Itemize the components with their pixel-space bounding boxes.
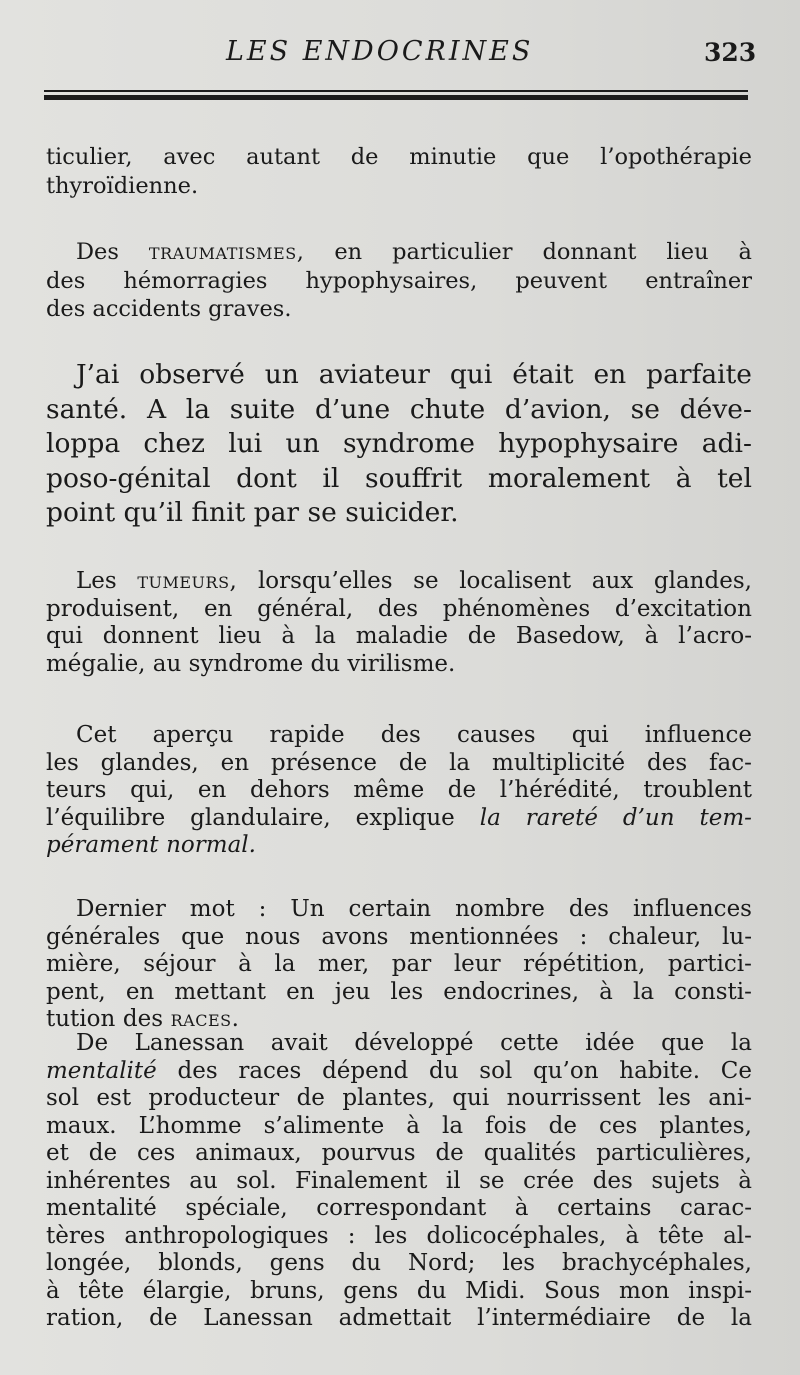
text-line (46, 238, 752, 267)
word: rapide (269, 722, 345, 748)
word: : (258, 896, 267, 922)
word: en (286, 978, 315, 1005)
word: mière, (46, 951, 121, 977)
text-line (46, 358, 752, 393)
line-text: point qu’il finit par se suicider. (46, 497, 459, 528)
word: même (353, 777, 425, 803)
word: nous (245, 923, 301, 950)
text-line (46, 805, 752, 833)
word: d’excitation (614, 595, 752, 622)
word: de (149, 1305, 178, 1331)
word: glandes, (653, 568, 752, 594)
word: générales (46, 923, 161, 950)
text-line (46, 1058, 752, 1086)
word: qui (571, 722, 609, 748)
word: la (274, 951, 296, 977)
text-line (46, 1030, 752, 1058)
text-line (46, 1140, 752, 1168)
word: teurs (46, 777, 107, 803)
word: cette (500, 1030, 559, 1056)
word: lu- (722, 923, 752, 950)
word: Cet (76, 722, 117, 748)
word: élargie, (142, 1277, 232, 1304)
text-line (46, 295, 752, 324)
word: les (46, 749, 79, 776)
word: avait (270, 1030, 328, 1056)
word: explique (355, 804, 455, 831)
word: consti- (674, 978, 752, 1005)
word: aperçu (152, 722, 234, 748)
word: des (380, 722, 421, 748)
word: du (429, 1057, 459, 1084)
header-rule-thick (44, 95, 748, 100)
word: pérament (46, 832, 159, 858)
text-line (46, 651, 752, 679)
word: l’acro- (678, 623, 752, 649)
word: du (416, 1277, 447, 1304)
word: plantes, (659, 1112, 752, 1139)
text-line (46, 393, 752, 428)
word: mer, (318, 951, 370, 977)
word: et (46, 1140, 69, 1166)
word: général, (257, 595, 354, 622)
header-rule-thin (44, 90, 748, 92)
text-line (46, 143, 752, 172)
text-line (46, 832, 752, 860)
word: races (238, 1057, 302, 1084)
text-line (46, 568, 752, 596)
word: carac- (680, 1195, 752, 1221)
word: de (350, 144, 379, 170)
word: que (181, 923, 225, 950)
word: suite (229, 393, 296, 425)
text-line (46, 924, 752, 952)
word: jeu (334, 978, 371, 1005)
word: de (398, 749, 428, 776)
word: les (374, 1222, 408, 1249)
word: particulier (392, 239, 513, 265)
word: de (296, 1085, 325, 1111)
word: l’équilibre (46, 804, 166, 831)
word: influences (632, 896, 752, 922)
text-line (46, 172, 752, 201)
word: à (738, 1167, 752, 1194)
word: nombre (455, 896, 545, 922)
word: avec (163, 144, 216, 170)
word: du (351, 1250, 382, 1276)
word: influence (644, 722, 752, 748)
word: tution (46, 1006, 116, 1032)
word: à (738, 239, 752, 265)
word: : (579, 923, 588, 950)
word: des (46, 267, 86, 294)
paragraph-aviateur (46, 358, 752, 531)
word: ani- (708, 1085, 752, 1111)
paragraph-continuation (46, 143, 752, 200)
page-number: 323 (704, 38, 757, 67)
word: longée, (46, 1250, 132, 1276)
word: lieu (666, 239, 709, 265)
word: séjour (143, 951, 216, 977)
word: au (189, 1167, 218, 1194)
word: la (479, 804, 501, 831)
word: en (220, 749, 250, 776)
word: adi- (701, 428, 752, 459)
word: de (467, 623, 497, 649)
paragraph-traumatismes (46, 238, 752, 324)
word: glandulaire, (190, 804, 331, 831)
word: mentionnées (409, 923, 559, 950)
text-line (46, 1113, 752, 1141)
running-title: LES ENDOCRINES (226, 36, 534, 67)
word: dolicocéphales, (426, 1222, 607, 1249)
text-line (46, 1168, 752, 1196)
word: anthropologiques (124, 1222, 329, 1249)
word: lieu (218, 623, 262, 649)
text-line (46, 1195, 752, 1223)
page-header (0, 36, 800, 76)
word: tel (717, 462, 752, 494)
word: Dernier (76, 896, 166, 922)
word: de (676, 1305, 706, 1331)
word: De (76, 1030, 109, 1056)
paragraph-apercu (46, 722, 752, 860)
word: mot (189, 896, 235, 922)
word: aviateur (318, 359, 430, 390)
word: parfaite (646, 359, 752, 390)
word: à (281, 623, 296, 649)
word: se (479, 1167, 505, 1194)
word: des (568, 896, 609, 922)
word: à (46, 1277, 60, 1304)
word: avons (321, 923, 389, 950)
word: de (447, 777, 477, 803)
word: en (203, 595, 233, 622)
line-text: thyroïdienne. (46, 172, 199, 199)
word: brachycéphales, (562, 1250, 752, 1276)
word: est (96, 1085, 132, 1111)
text-line (46, 623, 752, 651)
word: certain (348, 896, 432, 922)
word: l’opothérapie (600, 144, 752, 170)
word: à (406, 1112, 420, 1139)
word: particulières, (596, 1140, 752, 1166)
word: à (238, 951, 252, 977)
word: présence (270, 749, 377, 776)
word: la (730, 1030, 752, 1056)
word: sol. (236, 1167, 277, 1194)
word: entraîner (645, 267, 752, 294)
word: inspi- (688, 1277, 752, 1304)
word: aux (591, 568, 634, 594)
word: Midi. (465, 1277, 526, 1304)
word: les (658, 1085, 691, 1111)
word: races. (170, 1006, 240, 1032)
word: chute (409, 393, 486, 425)
text-line (46, 951, 752, 979)
word: tem- (699, 804, 752, 831)
word: Des (76, 239, 119, 265)
word: de (88, 1140, 118, 1166)
word: admettait (338, 1305, 452, 1331)
text-line (46, 896, 752, 924)
word: qui (452, 1085, 490, 1111)
word: lui (228, 428, 263, 459)
word: l’intermédiaire (477, 1305, 651, 1331)
line-text: des accidents graves. (46, 296, 292, 322)
word: ration, (46, 1305, 124, 1331)
word: ticulier, (46, 144, 133, 170)
word: par (391, 951, 432, 977)
word: des (592, 1167, 633, 1194)
word: A (146, 393, 167, 425)
word: animaux, (195, 1140, 302, 1166)
word: répétition, (523, 951, 646, 977)
text-line (46, 1085, 752, 1113)
word: mettant (174, 978, 267, 1005)
text-line (46, 596, 752, 624)
word: habite. (619, 1057, 701, 1084)
paragraph-lanessan (46, 1030, 752, 1333)
word: s’alimente (263, 1112, 385, 1139)
word: L’homme (138, 1112, 242, 1139)
word: tête (658, 1222, 704, 1249)
word: Nord; (407, 1250, 476, 1276)
word: la (449, 749, 471, 776)
word: normal. (166, 832, 256, 858)
word: en (125, 978, 155, 1005)
word: poso-génital (46, 462, 211, 494)
word: il (322, 462, 340, 494)
word: nourrissent (506, 1085, 641, 1111)
word: idée (585, 1030, 635, 1056)
word: Basedow, (515, 623, 625, 649)
word: blonds, (158, 1250, 243, 1276)
word: produisent, (46, 595, 180, 622)
word: sujets (651, 1167, 720, 1194)
word: troublent (643, 777, 752, 803)
word: mon (619, 1277, 670, 1304)
word: pent, (46, 978, 106, 1005)
word: rareté (525, 804, 598, 831)
text-line (46, 462, 752, 497)
word: d’un (622, 804, 675, 831)
word: observé (139, 359, 245, 390)
word: ces (136, 1140, 176, 1166)
word: à (644, 623, 659, 649)
word: la (442, 1112, 464, 1139)
word: déve- (679, 393, 752, 425)
word: à (599, 978, 613, 1005)
word: des (377, 595, 419, 622)
word: la (185, 393, 211, 425)
word: se (413, 568, 439, 594)
word: qu’on (533, 1057, 599, 1084)
word: peuvent (515, 267, 608, 294)
word: glandes, (100, 749, 199, 776)
word: mentalité (46, 1057, 157, 1084)
word: Lanessan (134, 1030, 245, 1056)
word: phénomènes (442, 595, 591, 622)
line-text: mégalie, au syndrome du virilisme. (46, 650, 456, 677)
text-line (46, 750, 752, 778)
word: les (502, 1250, 536, 1276)
word: se (630, 393, 660, 425)
word: était (512, 359, 574, 390)
paragraph-dernier-mot (46, 896, 752, 1034)
word: des (177, 1057, 218, 1084)
word: qui (46, 623, 83, 649)
word: inhérentes (46, 1167, 171, 1194)
word: en (197, 777, 227, 803)
word: fac- (709, 749, 752, 776)
word: moralement (487, 462, 651, 494)
word: que (527, 144, 570, 170)
word: : (347, 1222, 356, 1249)
word: autant (246, 144, 320, 170)
word: producteur (148, 1085, 280, 1111)
text-line (46, 427, 752, 462)
word: des (647, 749, 688, 776)
word: tête (78, 1277, 125, 1304)
word: lorsqu’elles (257, 568, 393, 594)
word: santé. (46, 393, 128, 425)
word: leur (453, 951, 501, 977)
word: mentalité (46, 1195, 157, 1221)
word: chez (143, 428, 205, 459)
word: maladie (355, 623, 448, 649)
word: à (514, 1195, 529, 1221)
word: Un (290, 896, 325, 922)
word: un (264, 359, 299, 390)
word: à (625, 1222, 640, 1249)
word: Ce (720, 1057, 752, 1084)
word: qualités (483, 1140, 577, 1166)
word: gens (269, 1250, 325, 1276)
word: chaleur, (608, 923, 702, 950)
word: maux. (46, 1112, 117, 1139)
word: tumeurs, (137, 568, 238, 594)
word: dépend (322, 1057, 409, 1084)
word: que (661, 1030, 705, 1056)
word: al- (723, 1222, 752, 1249)
word: dont (236, 462, 297, 494)
word: de (548, 1112, 577, 1139)
word: hypophysaires, (305, 267, 478, 294)
word: pourvus (321, 1140, 416, 1166)
word: ces (599, 1112, 638, 1139)
word: l’hérédité, (499, 777, 620, 803)
word: dehors (249, 777, 330, 803)
word: localisent (459, 568, 572, 594)
word: en (334, 239, 363, 265)
word: traumatismes, (148, 239, 305, 265)
word: Sous (544, 1277, 601, 1304)
word: en (593, 359, 627, 390)
word: crée (523, 1167, 575, 1194)
word: un (285, 428, 320, 459)
word: souffrit (364, 462, 463, 494)
word: tères (46, 1222, 106, 1249)
word: la (730, 1305, 752, 1331)
word: des (122, 1006, 164, 1032)
word: syndrome (342, 428, 475, 459)
word: développé (354, 1030, 474, 1056)
word: sol (479, 1057, 513, 1084)
word: certains (557, 1195, 652, 1221)
word: endocrines, (443, 978, 580, 1005)
word: partici- (667, 951, 752, 977)
text-line (46, 1223, 752, 1251)
word: hypophysaire (498, 428, 679, 459)
text-line (46, 267, 752, 296)
word: Lanessan (203, 1305, 313, 1331)
word: la (314, 623, 336, 649)
text-line (46, 777, 752, 805)
word: donnent (102, 623, 199, 649)
text-line (46, 1250, 752, 1278)
word: spéciale, (185, 1195, 288, 1221)
word: fois (485, 1112, 527, 1139)
word: il (445, 1167, 461, 1194)
word: gens (343, 1277, 399, 1304)
word: hémorragies (123, 267, 268, 294)
word: minutie (409, 144, 497, 170)
word: de (435, 1140, 464, 1166)
paragraph-tumeurs (46, 568, 752, 678)
word: qui (449, 359, 493, 390)
word: donnant (542, 239, 637, 265)
word: la (632, 978, 655, 1005)
text-line (46, 722, 752, 750)
word: Finalement (295, 1167, 428, 1194)
word: à (675, 462, 692, 494)
text-line (46, 979, 752, 1007)
text-line (46, 1305, 752, 1333)
word: correspondant (316, 1195, 487, 1221)
word: sol (46, 1085, 80, 1111)
word: plantes, (342, 1085, 435, 1111)
word: d’une (314, 393, 391, 425)
text-line (46, 1278, 752, 1306)
word: bruns, (250, 1277, 325, 1304)
word: J’ai (76, 359, 120, 390)
word: d’avion, (504, 393, 611, 425)
word: qui, (130, 777, 175, 803)
word: loppa (46, 428, 121, 459)
word: les (390, 978, 424, 1005)
text-line (46, 496, 752, 531)
word: Les (76, 568, 117, 594)
word: causes (456, 722, 536, 748)
word: multiplicité (492, 749, 626, 776)
